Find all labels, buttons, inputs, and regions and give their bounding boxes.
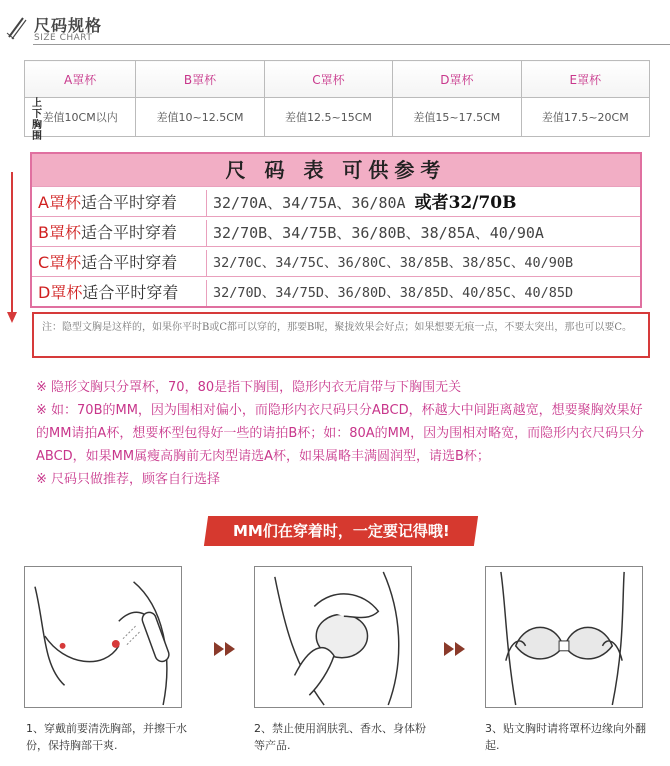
cup-suffix: 适合平时穿着 [82,283,179,302]
step-1-illustration [24,566,182,708]
size-list: 32/70C、34/75C、36/80C、38/85B、38/85C、40/90B [213,255,574,271]
cup-value-cell: 差值10CM以内 [25,98,136,137]
cup-suffix: 适合平时穿着 [81,253,178,272]
note-box: 注：隐型文胸是这样的，如果你平时B或C都可以穿的，那要B呢，聚拢效果会好点；如果想要无痕一点，不要太突出，那也可以要C。 [32,312,650,358]
cup-name: A罩杯 [38,193,81,212]
cup-difference-table [24,60,650,137]
row-sizes [206,220,636,246]
step-2-caption: 2、禁止使用润肤乳、香水、身体粉等产品. [254,722,426,752]
cup-value-cell: 差值17.5~20CM [521,98,649,137]
row-label [38,281,203,305]
cup-name: B罩杯 [38,223,81,242]
cup-suffix: 适合平时穿着 [80,223,177,242]
header-divider [33,44,670,45]
cup-header-row [25,61,650,98]
shower-wash-icon [25,567,181,707]
cup-header-cell: E罩杯 [521,61,649,98]
cup-header-cell: A罩杯 [25,61,136,98]
step-1-caption: 1、穿戴前要清洗胸部，并擦干水份，保持胸部干爽. [26,722,187,752]
reminder-banner-text: MM们在穿着时，一定要记得哦! [232,522,450,540]
step-2-illustration [254,566,412,708]
tip-line: ※ 隐形文胸只分罩杯，70，80是指下胸围，隐形内衣无肩带与下胸围无关 [36,380,462,395]
size-chart-title: 尺 码 表 可供参考 [32,154,640,186]
cup-value-row [25,98,650,137]
size-list: 32/70B、34/75B、36/80B、38/85A、40/90A [213,224,544,242]
section-subtitle: SIZE CHART [34,33,93,43]
size-chart-row [32,246,640,276]
step-3-illustration [485,566,643,708]
size-alternative: 或者32/70B [414,193,517,213]
bra-cups-icon [486,567,642,707]
next-step-arrow-icon [214,642,238,656]
size-chart-row [32,186,640,216]
row-sizes [206,280,636,306]
cup-value-cell: 差值12.5~15CM [264,98,392,137]
row-label [38,221,203,245]
cup-header-cell: C罩杯 [264,61,392,98]
cup-name: C罩杯 [38,253,82,272]
row-label [38,251,203,275]
tip-line: ※ 如：70B的MM，因为围相对偏小，而隐形内衣尺码只分ABCD，杯越大中间距离越宽，想要聚胸效果好的MM请拍A杯，想要杯型包得好一些的请拍B杯；如：80A的MM，因为围相对略宽，而隐形内衣尺码只分ABCD，如果MM属瘦高胸前无肉型请选A杯，如果属略丰满圆润型，请选B杯； [36,403,645,464]
cup-name: D罩杯 [38,283,83,302]
cup-header-cell: D罩杯 [393,61,521,98]
row-label [38,191,203,215]
size-chart-row [32,276,640,306]
red-arrow-icon [6,172,18,324]
size-list: 32/70A、34/75A、36/80A [213,194,406,212]
tip-line: ※ 尺码只做推荐，顾客自行选择 [36,472,221,487]
cup-value-cell: 差值15~17.5CM [393,98,521,137]
row-sizes [206,250,636,276]
next-step-arrow-icon [444,642,468,656]
cup-header-cell: B罩杯 [136,61,264,98]
size-chart-row [32,216,640,246]
pencil-icon [6,14,28,40]
size-tips [36,376,648,491]
chest-difference-label: 上下胸围 [32,98,42,142]
section-header [0,0,670,52]
reminder-banner [204,516,478,546]
cup-value-cell: 差值10~12.5CM [136,98,264,137]
size-list: 32/70D、34/75D、36/80D、38/85D、40/85C、40/85D [213,285,574,301]
step-3-caption: 3、贴文胸时请将罩杯边缘向外翻起. [485,722,646,752]
hand-applying-cup-icon [255,567,411,707]
cup-suffix: 适合平时穿着 [80,193,177,212]
row-sizes [206,190,636,216]
section-title: 尺码规格 [34,16,103,35]
size-chart [30,152,642,308]
